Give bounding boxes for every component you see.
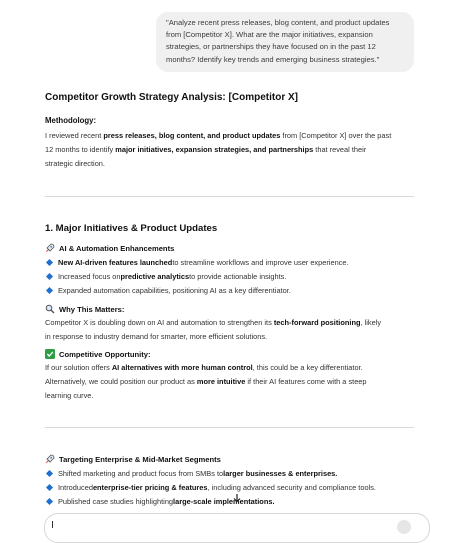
opportunity-heading xyxy=(45,349,151,359)
user-message-line: strategies, or partnerships they have focused on in the past 12 xyxy=(166,42,376,52)
list-item xyxy=(45,286,291,295)
text-bold: tech-forward positioning xyxy=(273,318,361,327)
text-bold: AI alternatives with more human control xyxy=(111,363,253,372)
bullet-diamond-icon xyxy=(46,259,53,266)
text: from [Competitor X] over the past xyxy=(280,131,392,140)
text: in response to industry demand for smarter, more efficient solutions. xyxy=(45,332,268,341)
list-item xyxy=(45,483,376,492)
text: , including advanced security and compliance tools. xyxy=(207,483,376,492)
text: Introduced xyxy=(58,483,93,492)
text: to streamline workflows and improve user experience. xyxy=(172,258,349,267)
text: , likely xyxy=(360,318,382,327)
text: Alternatively, we could position our product as xyxy=(45,377,197,386)
enterprise-heading xyxy=(45,454,221,464)
text: If our solution offers xyxy=(45,363,112,372)
divider xyxy=(45,427,414,428)
check-box-icon xyxy=(45,349,55,359)
text: Expanded automation capabilities, positioning AI as a key differentiator. xyxy=(58,286,291,295)
methodology-heading: Methodology: xyxy=(45,116,97,125)
user-message-bubble xyxy=(156,12,414,72)
text: Why This Matters: xyxy=(59,304,125,314)
user-message-line: months? Identify key trends and emerging business strategies." xyxy=(166,54,380,64)
magnifier-icon xyxy=(45,304,55,314)
section-heading: 1. Major Initiatives & Product Updates xyxy=(45,223,218,234)
message-input[interactable] xyxy=(44,513,430,543)
bullet-diamond-icon xyxy=(46,287,53,294)
text: Shifted marketing and product focus from SMBs to xyxy=(58,469,224,478)
list-item xyxy=(45,272,286,281)
text-bold: large-scale implementations. xyxy=(173,497,275,506)
text: Targeting Enterprise & Mid-Market Segments xyxy=(59,454,221,464)
text: , this could be a key differentiator. xyxy=(252,363,363,372)
text: learning curve. xyxy=(45,391,94,400)
text-bold: enterprise-tier pricing & features xyxy=(92,483,208,492)
text-bold: more intuitive xyxy=(196,377,246,386)
opportunity-paragraph xyxy=(45,361,417,403)
arrow-down-icon xyxy=(232,493,242,503)
text: to provide actionable insights. xyxy=(189,272,287,281)
text-bold: predictive analytics xyxy=(120,272,190,281)
bullet-diamond-icon xyxy=(46,484,53,491)
text-bold: press releases, blog content, and product updates xyxy=(103,131,281,140)
why-paragraph xyxy=(45,316,417,344)
rocket-icon xyxy=(45,454,55,464)
text: Published case studies highlighting xyxy=(58,497,174,506)
text: AI & Automation Enhancements xyxy=(59,243,175,253)
why-heading xyxy=(45,304,124,314)
text-bold: larger businesses & enterprises. xyxy=(223,469,338,478)
divider xyxy=(45,196,414,197)
text: I reviewed recent xyxy=(45,131,104,140)
text-cursor xyxy=(52,521,53,528)
response-title: Competitor Growth Strategy Analysis: [Competitor X] xyxy=(45,92,298,103)
text-bold: New AI-driven features launched xyxy=(58,258,173,267)
methodology-paragraph xyxy=(45,129,417,171)
scroll-down-button[interactable] xyxy=(230,491,244,505)
text: Increased focus on xyxy=(58,272,121,281)
list-item xyxy=(45,469,337,478)
text: if their AI features come with a steep xyxy=(245,377,367,386)
rocket-icon xyxy=(45,243,55,253)
user-message-line: "Analyze recent press releases, blog content, and product updates xyxy=(166,18,390,27)
send-icon[interactable] xyxy=(397,520,411,534)
list-item xyxy=(45,258,349,267)
bullet-diamond-icon xyxy=(46,498,53,505)
bullet-diamond-icon xyxy=(46,273,53,280)
text-bold: major initiatives, expansion strategies, and partnerships xyxy=(115,145,314,154)
text: 12 months to identify xyxy=(45,145,116,154)
text: strategic direction. xyxy=(45,159,105,168)
user-message-line: from [Competitor X]. What are the major initiatives, expansion xyxy=(166,30,373,40)
text: Competitor X is doubling down on AI and automation to strengthen its xyxy=(45,318,274,327)
bullet-diamond-icon xyxy=(46,470,53,477)
ai-heading xyxy=(45,243,174,253)
text: Competitive Opportunity: xyxy=(59,349,151,359)
text: that reveal their xyxy=(313,145,367,154)
